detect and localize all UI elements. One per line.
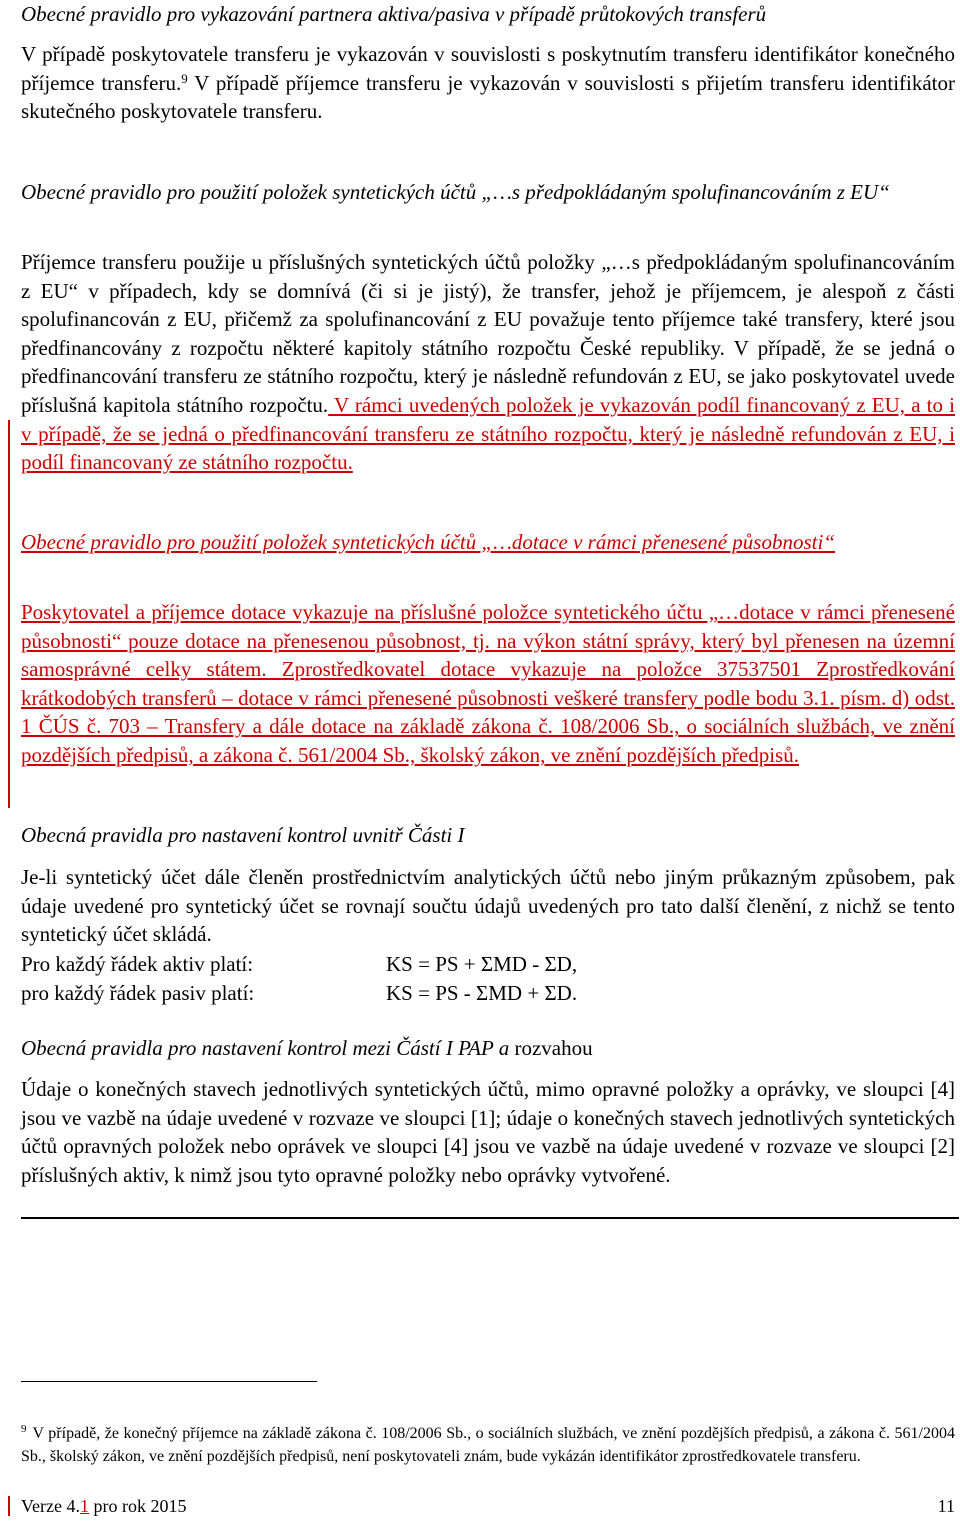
formula-row-liabilities: [21, 979, 955, 1008]
version-suffix: pro rok 2015: [88, 1496, 187, 1516]
footnote-text: V případě, že konečný příjemce na základě zákona č. 108/2006 Sb., o sociálních službách, ve znění pozdějších předpisů, a zákona č. 561/2004 Sb., školský zákon, ve znění pozdějších předpisů, není poskytovateli znám, bude vykázán identifikátor zprostředkovatele transferu.: [21, 1425, 955, 1465]
page-footer: [21, 1494, 955, 1518]
footnote-separator: [21, 1381, 317, 1382]
paragraph-text: V případě příjemce transferu je vykazován v souvislosti s přijetím transferu identifikátor skutečného poskytovatele transferu.: [21, 70, 956, 124]
change-bar: [8, 420, 10, 808]
footer-change-bar: [8, 1496, 10, 1516]
section-heading-transfers: Obecné pravidlo pro vykazování partnera aktiva/pasiva v případě průtokových transferů: [21, 2, 767, 26]
paragraph-internal-checks: Je-li syntetický účet dále členěn prostřednictvím analytických účtů nebo jiným průkazným způsobem, pak údaje uvedené pro syntetický účet se rovnají součtu údajů uvedených pro tato další členění, z nichž se tento syntetický účet skládá.: [21, 865, 955, 947]
section-heading-balance-checks: [21, 1034, 955, 1062]
footnote-reference[interactable]: 9: [181, 70, 188, 86]
version-prefix: Verze 4.: [21, 1496, 80, 1516]
revised-text: V rámci uvedených položek je vykazován podíl financovaný z EU, a to i v případě, že se jedná o předfinancování transferu ze státního rozpočtu, který je následně refundován z EU, i podíl financovaný ze státního rozpočtu.: [21, 392, 955, 475]
section-heading-eu-cofinancing: Obecné pravidlo pro použití položek syntetických účtů „…s předpokládaným spolufinancováním z EU“: [21, 180, 890, 204]
section-heading-delegated-competence: Obecné pravidlo pro použití položek syntetických účtů „…dotace v rámci přenesené působnosti“: [21, 530, 835, 554]
formula: KS = PS - ΣMD + ΣD.: [386, 981, 578, 1005]
paragraph-text: Příjemce transferu použije u příslušných syntetických účtů položky „…s předpokládaným spolufinancováním z EU“ v případech, kdy se domnívá (či si je jistý), že transfer, jehož je příjemcem, je alespoň z části spolufinancován z EU, přičemž za spolufinancování z EU považuje tento příjemce také transfery, které jsou předfinancovány z rozpočtu některé kapitoly státního rozpočtu České republiky. V případě, že se jedná o předfinancování transferu ze státního rozpočtu, který je následně refundován z EU, se jako poskytovatel uvede příslušná kapitola státního rozpočtu.: [21, 250, 955, 417]
section-heading-internal-checks: Obecná pravidla pro nastavení kontrol uvnitř Části I: [21, 823, 465, 847]
heading-plain-part: rozvahou: [509, 1036, 593, 1060]
paragraph-text: V případě poskytovatele transferu je vykazován v souvislosti s poskytnutím transferu identifikátor konečného příjemce transferu.: [21, 42, 955, 95]
version-label: [21, 1494, 186, 1518]
page-number: 11: [937, 1496, 955, 1516]
formula-label: pro každý řádek pasiv platí:: [21, 981, 255, 1005]
paragraph-balance-checks: Údaje o konečných stavech jednotlivých syntetických účtů, mimo opravné položky a oprávky, ve sloupci [4] jsou ve vazbě na údaje uvedené v rozvaze ve sloupci [1]; údaje o konečných stavech jednotlivých syntetických účtů opravných položek nebo oprávek ve sloupci [4] jsou ve vazbě na údaje uvedené v rozvaze ve sloupci [2] příslušných aktiv, k nimž jsou tyto opravné položky nebo oprávky vytvořené.: [21, 1077, 955, 1187]
formula-list: [21, 950, 955, 1008]
heading-italic-part: Obecná pravidla pro nastavení kontrol mezi Částí I PAP a: [21, 1036, 510, 1060]
divider: [21, 1217, 959, 1219]
paragraph-eu-cofinancing: [21, 248, 955, 477]
paragraph-transfer-provider: [21, 40, 955, 126]
paragraph-delegated-competence: Poskytovatel a příjemce dotace vykazuje na příslušné položce syntetického účtu „…dotace v rámci přenesené působnosti“ pouze dotace na přenesenou působnost, tj. na výkon státní správy, který byl přenesen na územní samosprávné celky státem. Zprostředkovatel dotace vykazuje na položce 37537501 Zprostředkování krátkodobých transferů – dotace v rámci přenesené působnosti veškeré transfery podle bodu 3.1. písm. d) odst. 1 ČÚS č. 703 – Transfery a dále dotace na základě zákona č. 108/2006 Sb., o sociálních službách, ve znění pozdějších předpisů, a zákona č. 561/2004 Sb., školský zákon, ve znění pozdějších předpisů.: [21, 600, 955, 767]
footnote: [21, 1422, 955, 1468]
formula-label: Pro každý řádek aktiv platí:: [21, 952, 254, 976]
version-revised: 1: [79, 1496, 89, 1516]
formula-row-assets: [21, 950, 955, 979]
footnote-number: 9: [21, 1423, 27, 1435]
formula: KS = PS + ΣMD - ΣD,: [386, 952, 578, 976]
